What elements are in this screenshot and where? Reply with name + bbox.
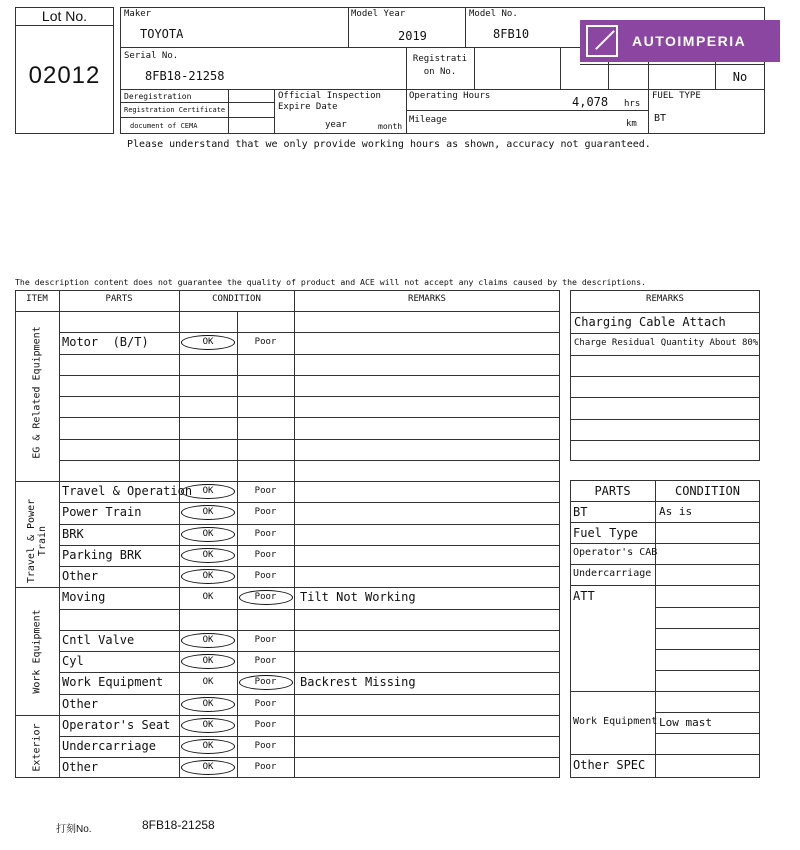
ok-option[interactable]: OK bbox=[202, 698, 214, 709]
row-part: Undercarriage bbox=[62, 739, 156, 754]
autoimperia-logo bbox=[580, 20, 780, 62]
col-item-header: ITEM bbox=[26, 294, 48, 304]
parts-cell: Work Equipment bbox=[573, 716, 658, 727]
remark-line: Charge Residual Quantity About 80% bbox=[574, 338, 759, 349]
registration-label-1: Registrati bbox=[412, 54, 468, 64]
cema-label: document of CEMA bbox=[130, 122, 198, 130]
poor-option[interactable]: Poor bbox=[254, 741, 277, 752]
ok-option[interactable]: OK bbox=[202, 337, 214, 348]
month-label: month bbox=[378, 122, 403, 131]
group-label-work: Work Equipment bbox=[31, 609, 43, 694]
row-part: Power Train bbox=[62, 505, 142, 520]
serial-value: 8FB18-21258 bbox=[145, 69, 225, 83]
row-part: Operator's Seat bbox=[62, 717, 171, 732]
registration-label-2: on No. bbox=[423, 67, 457, 77]
disclaimer: The description content does not guarantee the quality of product and ACE will not accept any claims caused by the descriptions. bbox=[15, 277, 646, 287]
maker-value: TOYOTA bbox=[140, 27, 184, 41]
ok-option[interactable]: OK bbox=[202, 571, 214, 582]
stamp-no-value: 8FB18-21258 bbox=[142, 818, 215, 832]
ok-selected-circle bbox=[181, 548, 235, 563]
group-label-exterior: Exterior bbox=[31, 723, 43, 772]
poor-option[interactable]: Poor bbox=[254, 719, 277, 730]
parts-cell: Fuel Type bbox=[573, 526, 639, 541]
ok-option[interactable]: OK bbox=[202, 634, 214, 645]
row-part: Moving bbox=[62, 590, 106, 605]
model-year-value: 2019 bbox=[398, 29, 427, 43]
poor-option[interactable]: Poor bbox=[254, 698, 277, 709]
ok-option[interactable]: OK bbox=[202, 486, 214, 497]
remark-line: Charging Cable Attach bbox=[574, 315, 726, 329]
model-year-label: Model Year bbox=[351, 9, 406, 19]
parts-cell: Other SPEC bbox=[573, 758, 646, 773]
row-part: Other bbox=[62, 696, 99, 711]
ok-option[interactable]: OK bbox=[202, 507, 214, 518]
ok-option[interactable]: OK bbox=[202, 677, 214, 688]
poor-option[interactable]: Poor bbox=[254, 677, 277, 688]
year-label: year bbox=[325, 120, 347, 130]
row-part: Travel & Operation bbox=[62, 484, 193, 499]
ok-selected-circle bbox=[181, 633, 235, 648]
reg-cert-label: Registration Certificate bbox=[124, 106, 226, 114]
row-remark: Backrest Missing bbox=[300, 675, 416, 690]
parts-cell: ATT bbox=[573, 589, 595, 604]
poor-option[interactable]: Poor bbox=[254, 337, 277, 348]
mileage-label: Mileage bbox=[409, 115, 447, 125]
remarks-header: REMARKS bbox=[646, 294, 684, 304]
ok-option[interactable]: OK bbox=[202, 592, 214, 603]
ok-option[interactable]: OK bbox=[202, 741, 214, 752]
condition-col-header: CONDITION bbox=[674, 484, 741, 498]
row-part: Parking BRK bbox=[62, 547, 142, 562]
row-part: Motor (B/T) bbox=[62, 335, 149, 350]
col-remarks-header: REMARKS bbox=[408, 294, 446, 304]
row-part: Other bbox=[62, 760, 99, 775]
dereg-label: Deregistration bbox=[124, 92, 192, 101]
poor-option[interactable]: Poor bbox=[254, 549, 277, 560]
operating-hours-label: Operating Hours bbox=[409, 91, 491, 101]
ok-selected-circle bbox=[181, 527, 235, 542]
condition-cell: Low mast bbox=[659, 716, 712, 729]
poor-option[interactable]: Poor bbox=[254, 656, 277, 667]
logo-mark-icon bbox=[586, 25, 618, 57]
model-no-value: 8FB10 bbox=[493, 27, 530, 41]
operating-hours-value: 4,078 bbox=[572, 95, 609, 109]
parts-cell: Undercarriage bbox=[573, 568, 652, 580]
ok-selected-circle bbox=[181, 484, 235, 499]
ok-option[interactable]: OK bbox=[202, 549, 214, 560]
accuracy-note: Please understand that we only provide working hours as shown, accuracy not guaranteed. bbox=[127, 139, 651, 150]
ok-selected-circle bbox=[181, 697, 235, 712]
row-part: BRK bbox=[62, 526, 84, 541]
logo-text: AUTOIMPERIA bbox=[632, 33, 747, 49]
poor-option[interactable]: Poor bbox=[254, 634, 277, 645]
ok-option[interactable]: OK bbox=[202, 656, 214, 667]
hrs-unit: hrs bbox=[624, 99, 641, 109]
ok-option[interactable]: OK bbox=[202, 762, 214, 773]
serial-label: Serial No. bbox=[124, 51, 179, 61]
km-unit: km bbox=[626, 119, 637, 129]
group-label-eg: EG & Related Equipment bbox=[31, 326, 43, 459]
poor-option[interactable]: Poor bbox=[254, 486, 277, 497]
ok-option[interactable]: OK bbox=[202, 528, 214, 539]
row-part: Cntl Valve bbox=[62, 632, 135, 647]
col-parts-header: PARTS bbox=[105, 294, 133, 304]
inspection-label-2: Expire Date bbox=[278, 102, 338, 112]
poor-option[interactable]: Poor bbox=[254, 762, 277, 773]
fuel-type-label: FUEL TYPE bbox=[652, 91, 701, 101]
row-remark: Tilt Not Working bbox=[300, 590, 416, 605]
parts-cell: BT bbox=[573, 505, 588, 519]
inspection-label-1: Official Inspection bbox=[278, 91, 381, 101]
parts-cell: Operator's CAB bbox=[573, 547, 658, 559]
poor-option[interactable]: Poor bbox=[254, 507, 277, 518]
parts-col-header: PARTS bbox=[594, 484, 631, 498]
model-no-label: Model No. bbox=[469, 9, 518, 19]
group-label-travel: Travel & Power Train bbox=[26, 498, 48, 584]
poor-option[interactable]: Poor bbox=[254, 592, 277, 603]
ok-option[interactable]: OK bbox=[202, 719, 214, 730]
poor-option[interactable]: Poor bbox=[254, 571, 277, 582]
stamp-no-label: 打刻No. bbox=[56, 824, 92, 835]
maker-label: Maker bbox=[124, 9, 152, 19]
condition-cell: As is bbox=[659, 505, 693, 518]
row-part: Cyl bbox=[62, 654, 84, 669]
lot-label: Lot No. bbox=[41, 8, 88, 24]
poor-option[interactable]: Poor bbox=[254, 528, 277, 539]
ok-selected-circle bbox=[181, 718, 235, 733]
row-part: Other bbox=[62, 569, 99, 584]
row-part: Work Equipment bbox=[62, 675, 164, 690]
ac-value: No bbox=[732, 70, 748, 84]
col-condition-header: CONDITION bbox=[212, 294, 261, 304]
lot-number: 02012 bbox=[28, 62, 101, 89]
fuel-type-value: BT bbox=[654, 113, 667, 124]
